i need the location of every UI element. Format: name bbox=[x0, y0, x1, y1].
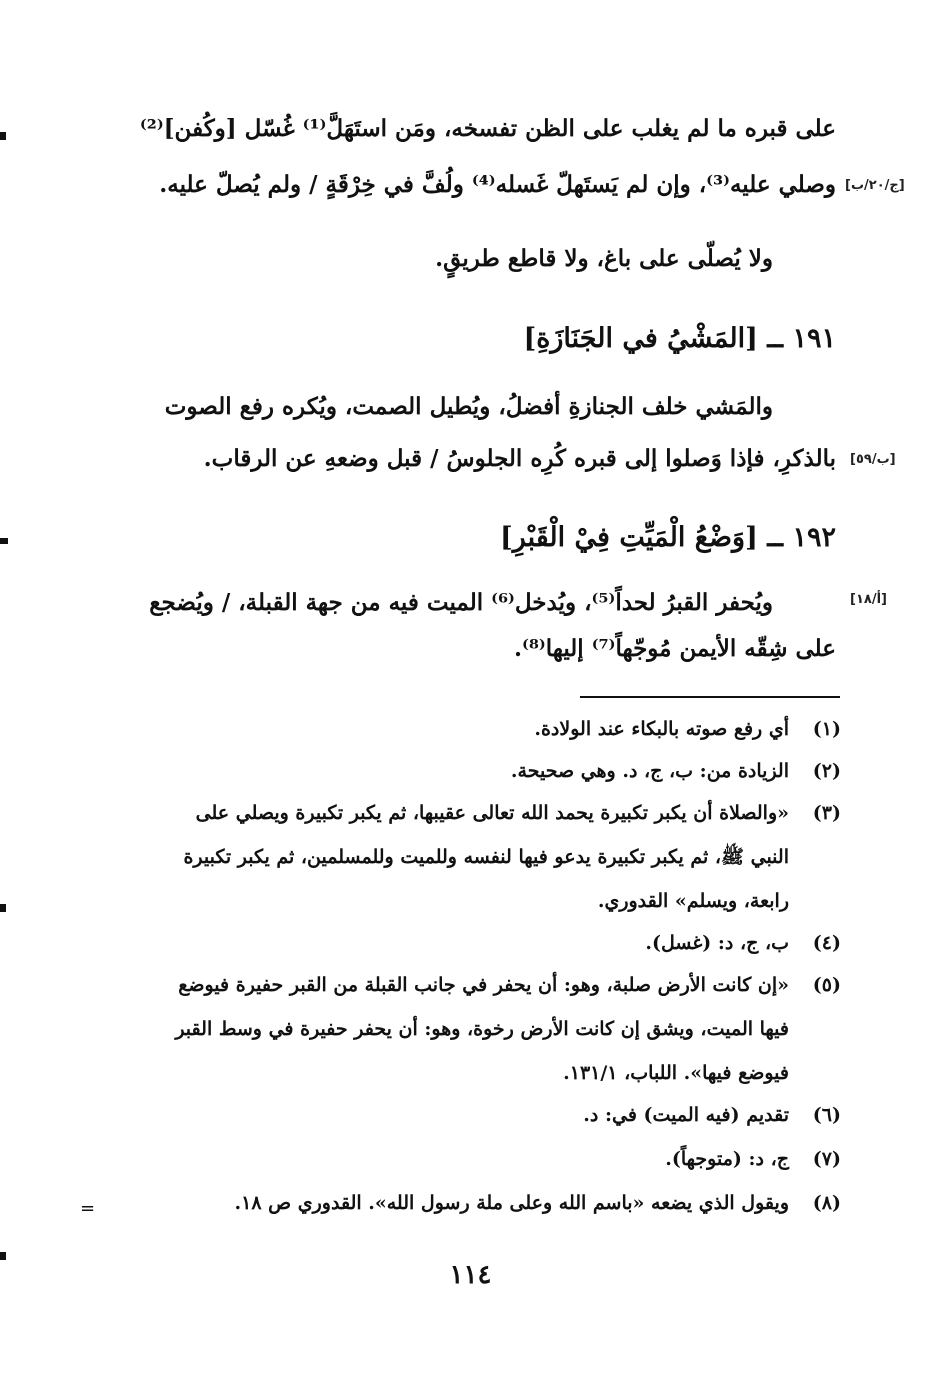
section-192-line2: على شِقّه الأيمن مُوجّهاً⁽⁷⁾ إليها⁽⁸⁾. bbox=[513, 635, 836, 662]
footnote-6-line1: تقديم (فيه الميت) في: د. bbox=[583, 1104, 789, 1126]
continuation-mark: = bbox=[80, 1198, 96, 1219]
footnote-2-number: (٢) bbox=[812, 760, 841, 782]
footnote-5-line3: فيوضع فيها». اللباب، ١٣١/١. bbox=[563, 1062, 789, 1084]
footnote-3-number: (٣) bbox=[812, 802, 841, 824]
left-edge-mark bbox=[0, 904, 6, 912]
margin-ref-ms-j: [ج/٢٠/ب] bbox=[845, 178, 905, 193]
section-191-line1: والمَشي خلف الجنازةِ أفضلُ، ويُطيل الصمت، ويُكره رفع الصوت bbox=[164, 393, 773, 420]
footnote-6-number: (٦) bbox=[812, 1104, 841, 1126]
paragraph1-line2: وصلي عليه⁽³⁾، وإن لم يَستَهلّ غَسله⁽⁴⁾ ولُفَّ في خِرْقَةٍ / ولم يُصلّ عليه. bbox=[159, 171, 836, 198]
footnote-3-line1: «والصلاة أن يكبر تكبيرة يحمد الله تعالى عقيبها، ثم يكبر تكبيرة ويصلي على bbox=[195, 802, 789, 824]
footnote-5-line1: «إن كانت الأرض صلبة، وهو: أن يحفر في جانب القبلة من القبر حفيرة فيوضع bbox=[178, 974, 789, 996]
section-192-line1: ويُحفر القبرُ لحداً⁽⁵⁾، ويُدخل⁽⁶⁾ الميت فيه من جهة القبلة، / ويُضجع bbox=[149, 589, 773, 616]
paragraph1-line1: على قبره ما لم يغلب على الظن تفسخه، ومَن استَهَلَّ⁽¹⁾ غُسّل [وكُفن]⁽²⁾ bbox=[139, 115, 836, 142]
footnote-1-number: (١) bbox=[812, 718, 841, 740]
left-edge-mark bbox=[0, 132, 6, 140]
footnote-1-line1: أي رفع صوته بالبكاء عند الولادة. bbox=[534, 718, 789, 740]
paragraph2-line1: ولا يُصلّى على باغ، ولا قاطع طريقٍ. bbox=[435, 245, 773, 272]
footnote-3-line2: النبي ﷺ، ثم يكبر تكبيرة يدعو فيها لنفسه وللميت وللمسلمين، ثم يكبر تكبيرة bbox=[183, 846, 789, 868]
footnote-4-line1: ب، ج، د: (غسل). bbox=[645, 932, 789, 954]
section-191-line2: بالذكرِ، فإذا وَصلوا إلى قبره كُرِه الجلوسُ / قبل وضعهِ عن الرقاب. bbox=[203, 445, 836, 472]
left-edge-mark bbox=[0, 1252, 6, 1260]
footnote-8-number: (٨) bbox=[812, 1192, 841, 1214]
margin-ref-ms-a: [أ/١٨] bbox=[850, 592, 887, 607]
footnote-separator bbox=[580, 696, 840, 698]
margin-ref-ms-b: [ب/٥٩] bbox=[850, 452, 896, 467]
footnote-7-line1: ج، د: (متوجهاً). bbox=[665, 1148, 789, 1170]
section-191-heading: ١٩١ ــ [المَشْيُ في الجَنَازَةِ] bbox=[523, 323, 836, 354]
page-number: ١١٤ bbox=[449, 1260, 492, 1290]
footnote-5-line2: فيها الميت، ويشق إن كانت الأرض رخوة، وهو: أن يحفر حفيرة في وسط القبر bbox=[175, 1018, 789, 1040]
footnote-7-number: (٧) bbox=[812, 1148, 841, 1170]
section-192-heading: ١٩٢ ــ [وَضْعُ الْمَيِّتِ فِيْ الْقَبْرِ] bbox=[499, 522, 836, 553]
footnote-4-number: (٤) bbox=[812, 932, 841, 954]
footnote-2-line1: الزيادة من: ب، ج، د. وهي صحيحة. bbox=[510, 760, 789, 782]
footnote-5-number: (٥) bbox=[812, 974, 841, 996]
left-edge-mark bbox=[0, 538, 8, 544]
footnote-8-line1: ويقول الذي يضعه «باسم الله وعلى ملة رسول الله». القدوري ص ١٨. bbox=[234, 1192, 789, 1214]
footnote-3-line3: رابعة، ويسلم» القدوري. bbox=[597, 890, 789, 912]
